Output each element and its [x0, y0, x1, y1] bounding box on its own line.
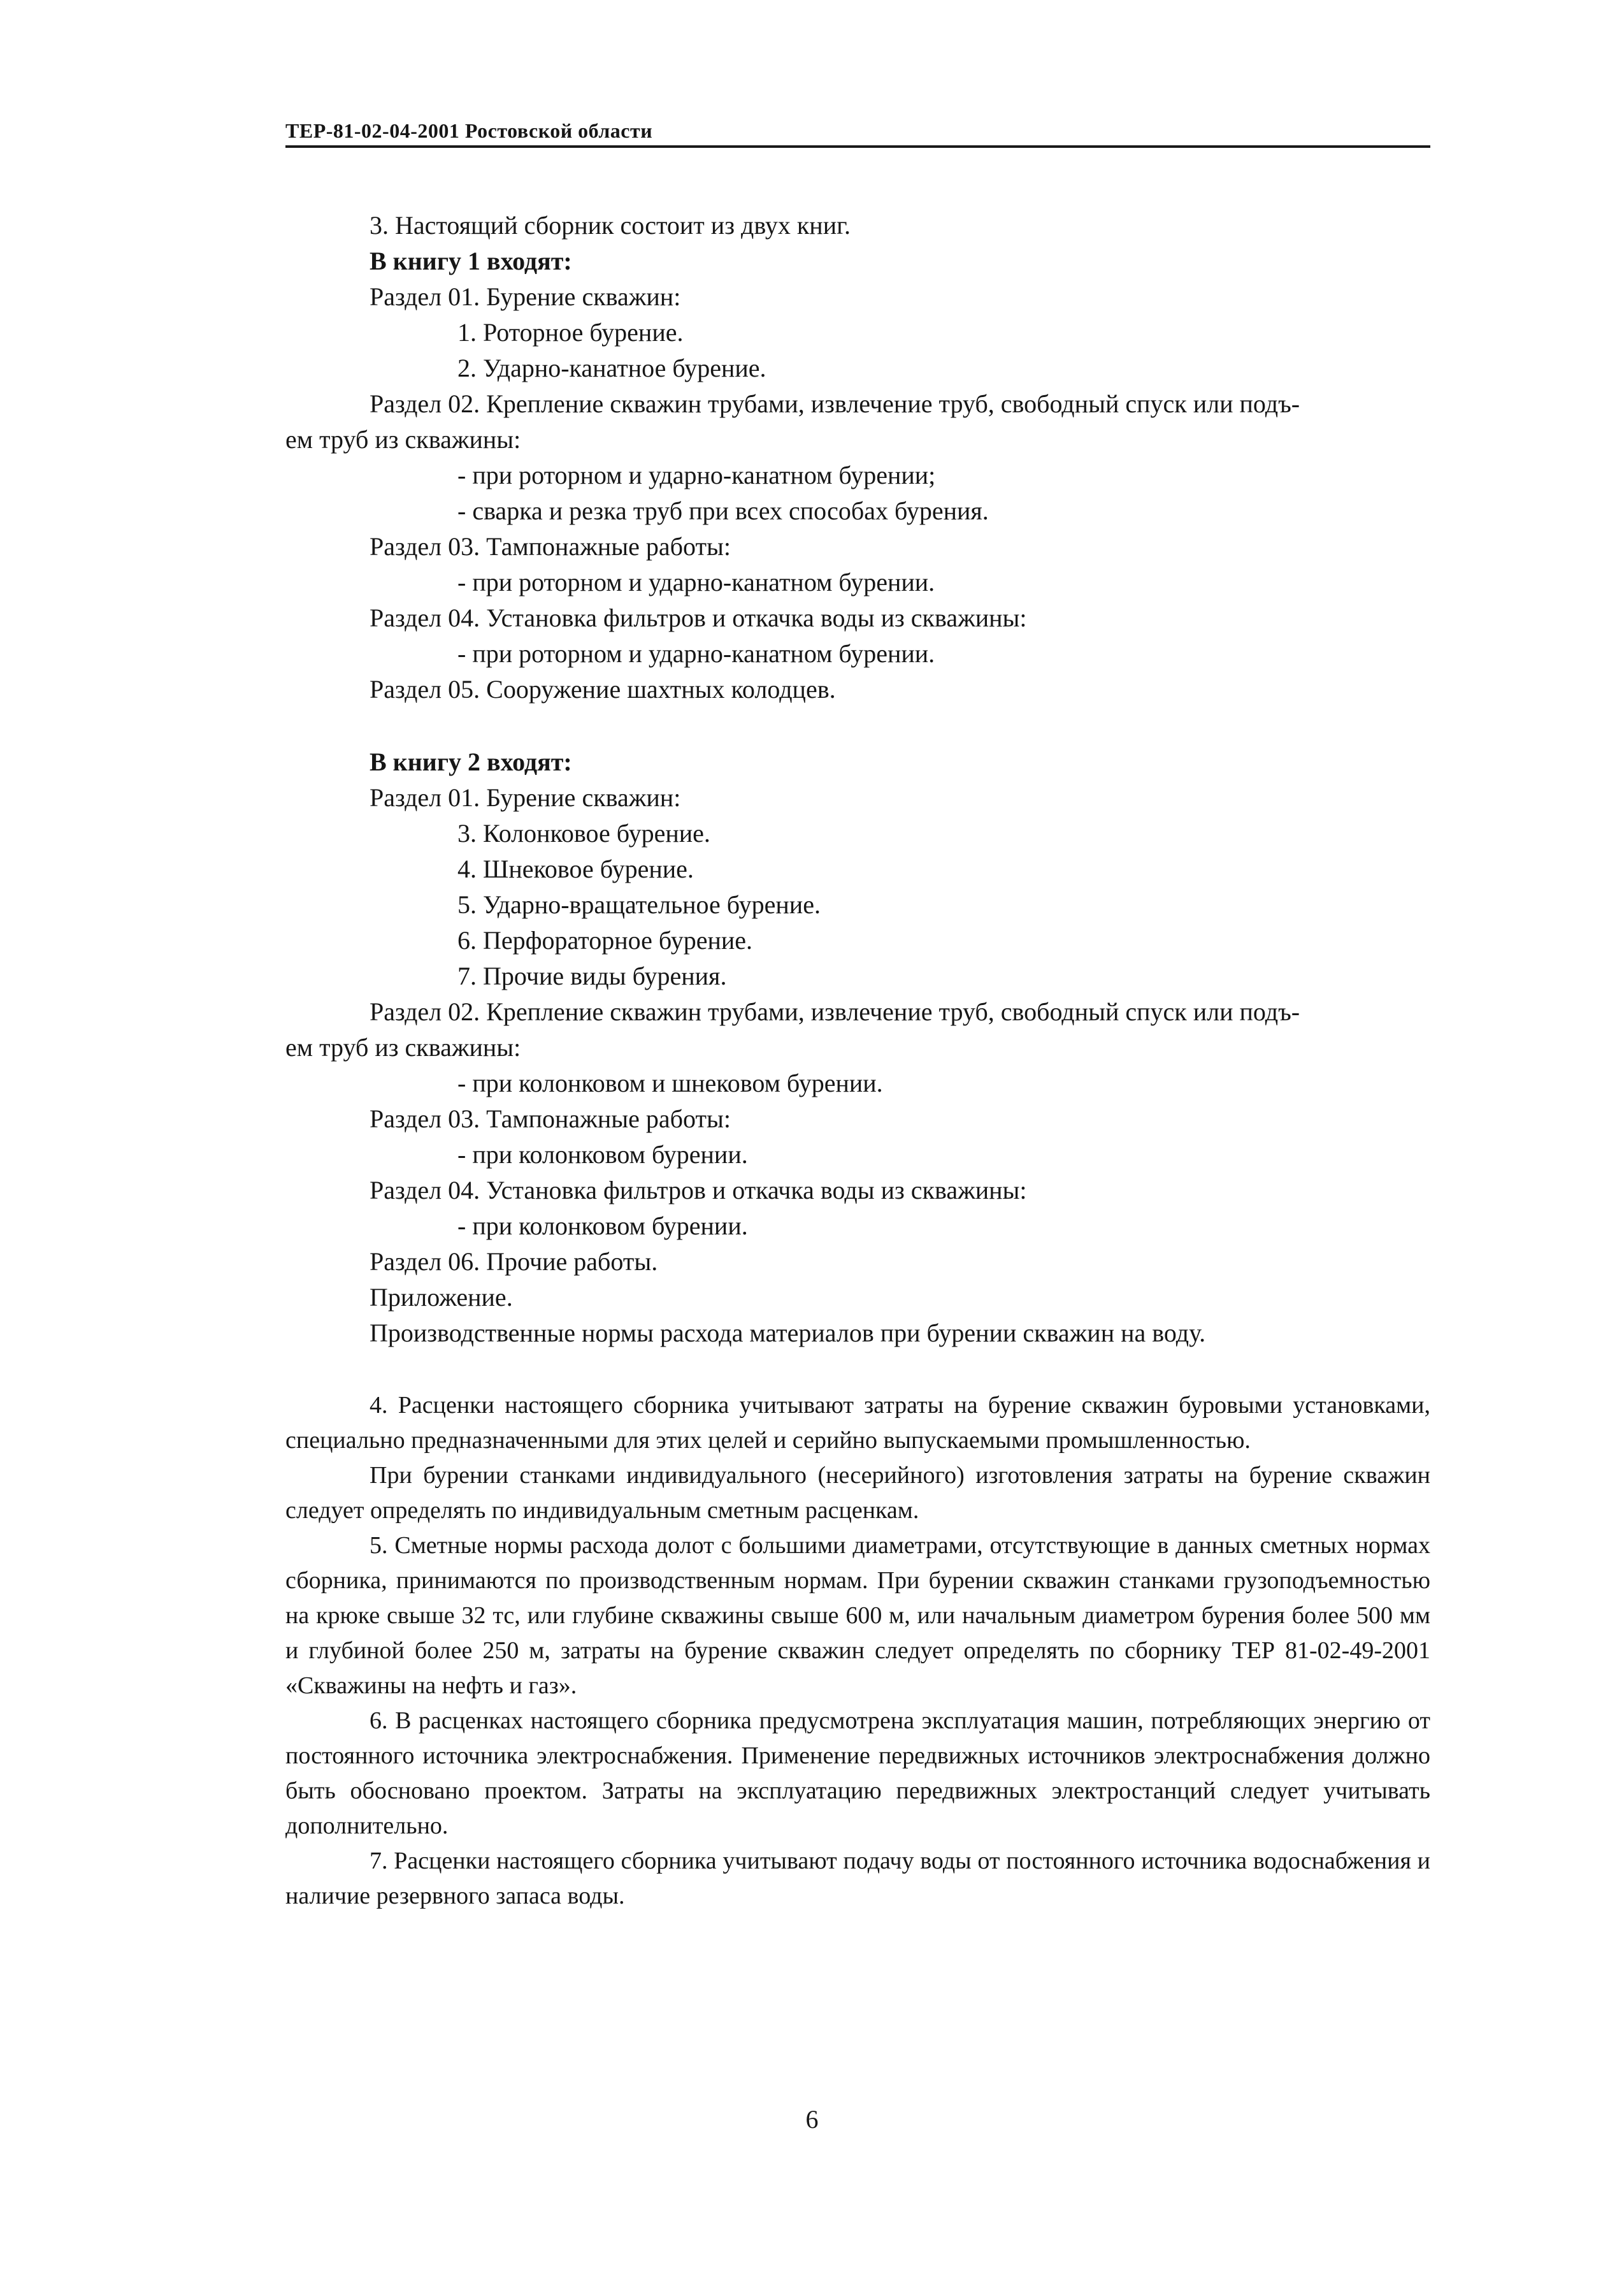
book2-razdel-01: Раздел 01. Бурение скважин: [370, 783, 681, 812]
book2-r01-item: 4. Шнековое бурение. [457, 855, 694, 883]
book2-r01-item: 3. Колонковое бурение. [457, 819, 710, 848]
book2-r04-item: - при колонковом бурении. [457, 1211, 748, 1240]
book1-razdel-01: Раздел 01. Бурение скважин: [370, 282, 681, 311]
book1-razdel-03: Раздел 03. Тампонажные работы: [370, 532, 731, 561]
book1-r04-item: - при роторном и ударно-канатном бурении. [457, 639, 935, 668]
page-body [285, 208, 1430, 1914]
book2-r02-item: - при колонковом и шнековом бурении. [457, 1069, 883, 1097]
book1-razdel-05: Раздел 05. Сооружение шахтных колодцев. [370, 675, 836, 704]
section3-intro: 3. Настоящий сборник состоит из двух книг. [370, 211, 851, 240]
header-title: ТЕР-81-02-04-2001 Ростовской области [285, 119, 653, 142]
appendix-label: Приложение. [370, 1283, 513, 1312]
book1-r02-item: - при роторном и ударно-канатном бурении; [457, 461, 936, 489]
running-header [285, 110, 1430, 148]
book2-r01-item: 7. Прочие виды бурения. [457, 962, 727, 990]
book2-razdel-06: Раздел 06. Прочие работы. [370, 1247, 658, 1276]
paragraph-6: 6. В расценках настоящего сборника предусмотрена эксплуатация машин, потребляющих энергию от постоянного источника электроснабжения. Применение передвижных источников электроснабжения должно быть обосновано проектом. Затраты на эксплуатацию передвижных электростанций следует учитывать дополнительно. [285, 1707, 1430, 1839]
book1-razdel-04: Раздел 04. Установка фильтров и откачка воды из скважины: [370, 604, 1027, 632]
book2-r03-item: - при колонковом бурении. [457, 1140, 748, 1169]
paragraph-4: 4. Расценки настоящего сборника учитывают затраты на бурение скважин буровыми установками, специально предназначенными для этих целей и серийно выпускаемыми промышленностью. [285, 1392, 1430, 1454]
book1-razdel-02-cont: ем труб из скважины: [285, 425, 521, 454]
paragraph-5: 5. Сметные нормы расхода долот с большими диаметрами, отсутствующие в данных сметных нормах сборника, принимаются по производственным нормам. При бурении скважин станками грузоподъемностью на крюке свыше 32 тс, или глубине скважины свыше 600 м, или начальным диаметром бурения более 500 мм и глубиной более 250 м, затраты на бурение скважин следует определять по сборнику ТЕР 81-02-49-2001 «Скважины на нефть и газ». [285, 1532, 1430, 1699]
paragraph-4-continued: При бурении станками индивидуального (несерийного) изготовления затраты на бурение скважин следует определять по индивидуальным сметным расценкам. [285, 1462, 1430, 1524]
book1-r01-item: 2. Ударно-канатное бурение. [457, 354, 766, 382]
book2-r01-item: 6. Перфораторное бурение. [457, 926, 753, 955]
book2-razdel-03: Раздел 03. Тампонажные работы: [370, 1104, 731, 1133]
paragraph-7: 7. Расценки настоящего сборника учитывают подачу воды от постоянного источника водоснабжения и наличие резервного запаса воды. [285, 1847, 1430, 1909]
book1-r02-item: - сварка и резка труб при всех способах бурения. [457, 496, 989, 525]
page-number: 6 [805, 2105, 819, 2134]
book2-heading: В книгу 2 входят: [370, 748, 572, 776]
book1-razdel-02: Раздел 02. Крепление скважин трубами, извлечение труб, свободный спуск или подъ- [370, 389, 1300, 418]
book2-razdel-04: Раздел 04. Установка фильтров и откачка воды из скважины: [370, 1176, 1027, 1204]
book2-r01-item: 5. Ударно-вращательное бурение. [457, 890, 821, 919]
book2-razdel-02: Раздел 02. Крепление скважин трубами, извлечение труб, свободный спуск или подъ- [370, 997, 1300, 1026]
book1-r03-item: - при роторном и ударно-канатном бурении. [457, 568, 935, 596]
book2-razdel-02-cont: ем труб из скважины: [285, 1033, 521, 1062]
book1-heading: В книгу 1 входят: [370, 247, 572, 275]
appendix-title: Производственные нормы расхода материалов при бурении скважин на воду. [370, 1319, 1206, 1347]
book1-r01-item: 1. Роторное бурение. [457, 318, 684, 347]
